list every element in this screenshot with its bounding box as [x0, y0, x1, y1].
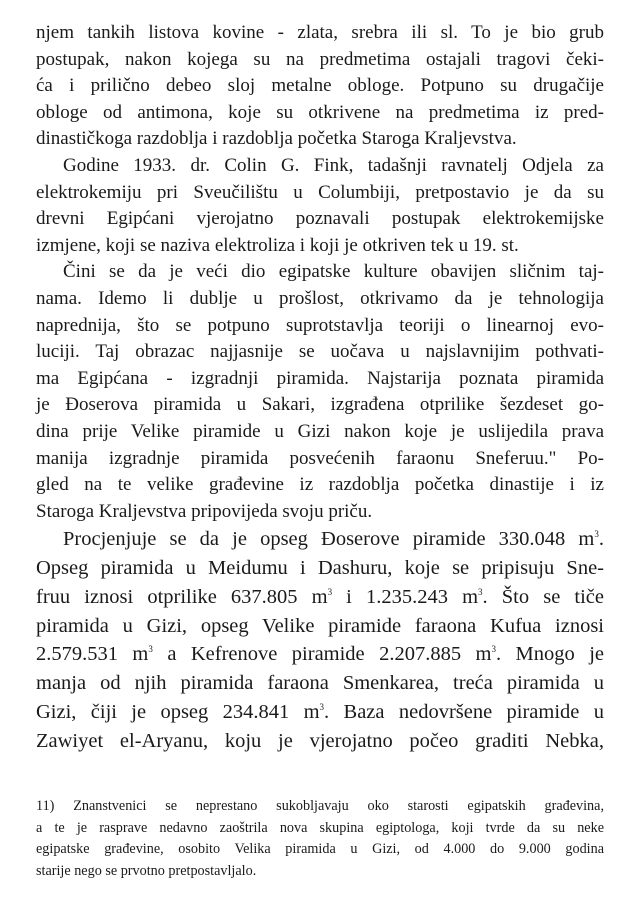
text-line: postupak, nakon kojega su na predmetima ostajali tragovi čeki- — [36, 48, 604, 70]
paragraph-oblogeji — [36, 20, 604, 153]
text-line: je Đoserova piramida u Sakari, izgrađena otprilike šezdeset go- — [36, 394, 604, 416]
text-line: izmjene, koji se naziva elektroliza i koji je otkriven tek u 19. st. — [36, 234, 519, 256]
text-line: obloge od antimona, koje su otkrivene na predmetima iz pred- — [36, 101, 604, 123]
text-line: Godine 1933. dr. Colin G. Fink, tadašnji ravnatelj Odjela za — [63, 154, 604, 176]
text-line: elektrokemiju pri Sveučilištu u Columbiji, pretpostavio je da su — [36, 181, 604, 203]
superscript-cubed: 3 — [594, 529, 599, 540]
text-line: fruu iznosi otprilike 637.805 $m^3$ i 1.235.243 $m^3$. Što se tiče — [36, 585, 604, 608]
superscript-cubed: 3 — [327, 586, 333, 597]
footnote-line: 11) Znanstvenici se neprestano sukobljavaju oko starosti egipatskih građevina, — [36, 798, 604, 814]
superscript-cubed: 3 — [319, 702, 325, 713]
superscript-cubed: 3 — [478, 586, 483, 597]
text-line: Staroga Kraljevstva pripovijeda svoju priču. — [36, 500, 373, 522]
footnote-line: a te je rasprave nedavno zaoštrila nova skupina egiptologa, koji tvrde da su neke — [36, 819, 604, 836]
book-page — [36, 20, 604, 879]
text-line: piramida u Gizi, opseg Velike piramide faraona Kufua iznosi — [36, 614, 604, 637]
paragraph-volumes — [36, 525, 604, 755]
text-line: Procjenjuje se da je opseg Đoserove piramide 330.048 $m^3$. — [63, 528, 604, 551]
text-line: ća i prilično debeo sloj metalne obloge. Potpuno su drugačije — [36, 75, 604, 97]
text-line: Čini se da je veći dio egipatske kulture obavijen sličnim taj- — [63, 261, 604, 283]
text-line: luciji. Taj obrazac najjasnije se uočava u najslavnijim pothvati- — [36, 341, 604, 363]
text-line: drevni Egipćani vjerojatno poznavali postupak elektrokemijske — [36, 208, 604, 230]
superscript-cubed: 3 — [491, 644, 496, 655]
text-line: dina prije Velike piramide u Gizi nakon koje je uslijedila prava — [36, 420, 604, 442]
text-line: Zawiyet el-Aryanu, koju je vjerojatno počeo graditi Nebka, — [36, 729, 604, 752]
text-line: nama. Idemo li dublje u prošlost, otkrivamo da je tehnologija — [36, 287, 604, 309]
text-line: manija izgradnje piramida posvećenih faraonu Sneferuu." Po- — [36, 447, 604, 469]
footnote-line: egipatske građevine, osobito Velika piramida u Gizi, od 4.000 do 9.000 godina — [36, 841, 604, 858]
text-line: gled na te velike građevine iz razdoblja početka dinastije i iz — [36, 474, 604, 496]
footnote-line: starije nego se prvotno pretpostavljalo. — [36, 862, 257, 879]
text-line: Opseg piramida u Meidumu i Dashuru, koje se pripisuju Sne- — [36, 557, 604, 580]
text-line: 2.579.531 $m^3$ a Kefrenove piramide 2.207.885 $m^3$. Mnogo je — [36, 643, 604, 666]
footnote — [36, 796, 604, 882]
paragraph-fink — [36, 153, 604, 259]
text-line: njem tankih listova kovine - zlata, srebra ili sl. To je bio grub — [36, 22, 604, 43]
paragraph-pyramids — [36, 259, 604, 525]
text-line: Gizi, čiji je opseg 234.841 $m^3$. Baza nedovršene piramide u — [36, 701, 604, 724]
text-line: dinastičkoga razdoblja i razdoblja početka Staroga Kraljevstva. — [36, 128, 517, 150]
superscript-cubed: 3 — [148, 644, 153, 655]
text-line: naprednija, što se potpuno suprotstavlja teoriji o linearnoj evo- — [36, 314, 604, 336]
body-text — [36, 20, 604, 756]
text-line: ma Egipćana - izgradnji piramida. Najstarija poznata piramida — [36, 367, 604, 389]
text-line: manja od njih piramida faraona Smenkarea, treća piramida u — [36, 672, 604, 695]
